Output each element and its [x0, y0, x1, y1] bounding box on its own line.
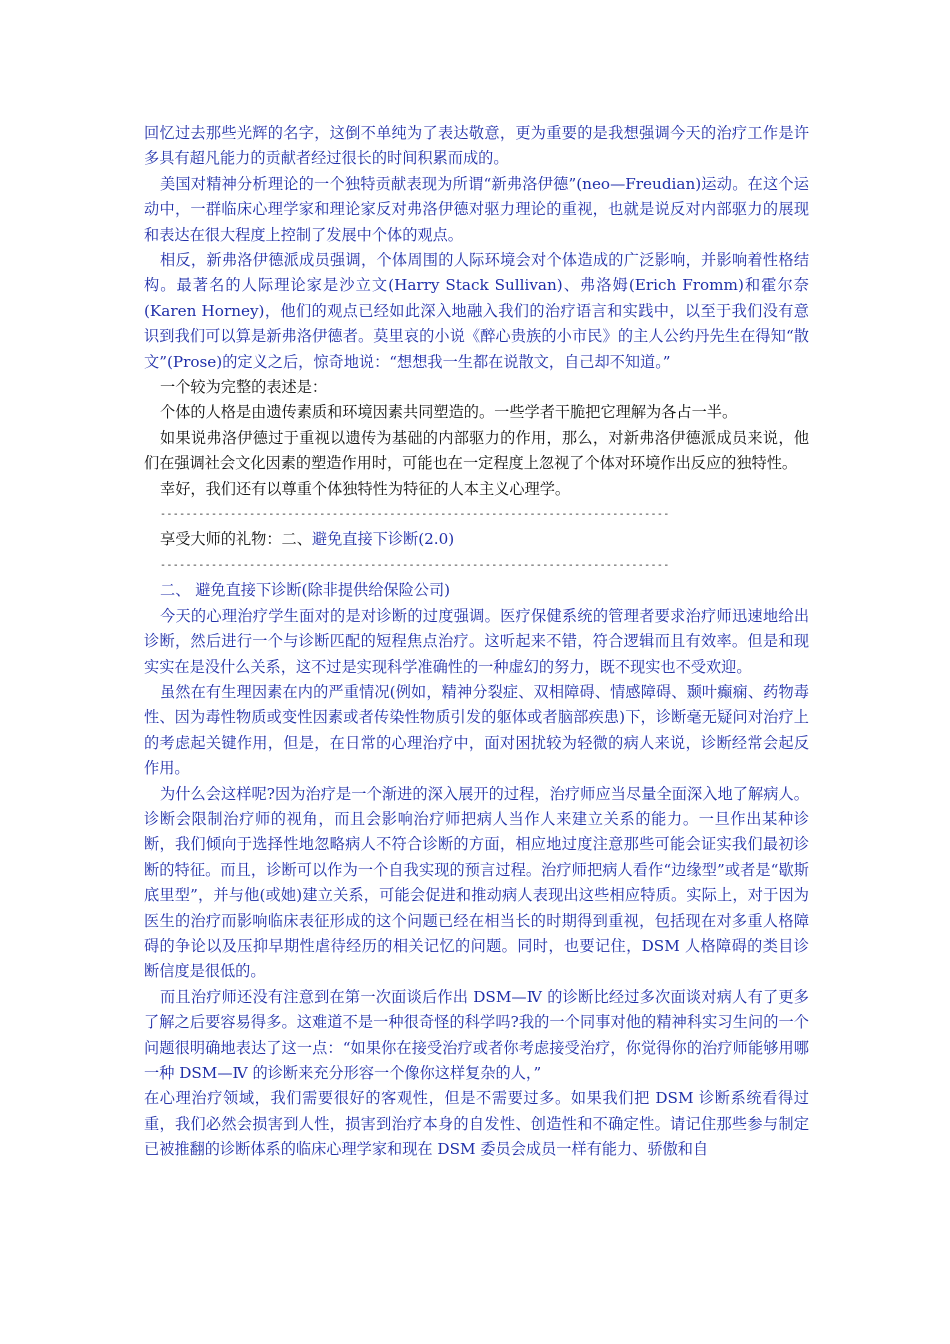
paragraph-humanistic: 幸好，我们还有以尊重个体独特性为特征的人本主义心理学。	[160, 479, 571, 498]
paragraph-summary-intro: 一个较为完整的表述是：	[160, 378, 328, 397]
paragraph-summary: 个体的人格是由遗传素质和环境因素共同塑造的。一些学者干脆把它理解为各占一半。	[160, 403, 738, 422]
gift-prefix: 享受大师的礼物：二、	[160, 530, 312, 549]
document-page	[144, 121, 809, 1163]
gift-chapter-link[interactable]: 避免直接下诊断(2.0)	[311, 530, 455, 549]
paragraph-why: 为什么会这样呢?因为治疗是一个渐进的深入展开的过程，治疗师应当尽量全面深入地了解病人。诊断会限制治疗师的视角，而且会影响治疗师把病人当作人来建立关系的能力。一旦作出某种诊断，我们倾向于选择性地忽略病人不符合诊断的方面，相应地过度注意那些可能会证实我们最初诊断的特征。而且，诊断可以作为一个自我实现的预言过程。治疗师把病人看作“边缘型”或者是“歇斯底里型”，并与他(或她)建立关系，可能会促进和推动病人表现出这些相应特质。实际上，对于因为医生的治疗而影响临床表征形成的这个问题已经在相当长的时期得到重视，包括现在对多重人格障碍的争论以及压抑早期性虐待经历的相关记忆的问题。同时，也要记住，DSM 人格障碍的类目诊断信度是很低的。	[144, 784, 809, 981]
section-heading: 二、 避免直接下诊断(除非提供给保险公司)	[160, 581, 451, 600]
gift-line	[144, 527, 809, 552]
paragraph-dsm-first-session: 而且治疗师还没有注意到在第一次面谈后作出 DSM—Ⅳ 的诊断比经过多次面谈对病人有了更多了解之后要容易得多。这难道不是一种很奇怪的科学吗?我的一个同事对他的精神科实习生问的一个问题很明确地表达了这一点：“如果你在接受治疗或者你考虑接受治疗，你觉得你的治疗师能够用哪一种 DSM—Ⅳ 的诊断来充分形容一个像你这样复杂的人，”	[144, 987, 809, 1082]
paragraph-overemphasis: 今天的心理治疗学生面对的是对诊断的过度强调。医疗保健系统的管理者要求治疗师迅速地给出诊断，然后进行一个与诊断匹配的短程焦点治疗。这听起来不错，符合逻辑而且有效率。但是和现实实在是没什么关系，这不过是实现科学准确性的一种虚幻的努力，既不现实也不受欢迎。	[144, 606, 809, 676]
paragraph-intro: 回忆过去那些光辉的名字，这倒不单纯为了表达敬意，更为重要的是我想强调今天的治疗工作是许多具有超凡能力的贡献者经过很长的时间积累而成的。	[144, 124, 809, 168]
separator-top: --------------------------------------------------------------------------------	[160, 509, 670, 521]
paragraph-interpersonal: 相反，新弗洛伊德派成员强调，个体周围的人际环境会对个体造成的广泛影响，并影响着性格结构。最著名的人际理论家是沙立文(Harry Stack Sullivan)、弗洛姆(Erich Fromm)和霍尔奈(Karen Horney)，他们的观点已经如此深入地融入我们的治疗语言和实践中，以至于我们没有意识到我们可以算是新弗洛伊德者。莫里哀的小说《醉心贵族的小市民》的主人公约丹先生在得知“散文”(Prose)的定义之后，惊奇地说：“想想我一生都在说散文，自己却不知道。”	[144, 251, 809, 371]
separator-bottom: --------------------------------------------------------------------------------	[160, 559, 670, 571]
paragraph-objectivity: 在心理治疗领域，我们需要很好的客观性，但是不需要过多。如果我们把 DSM 诊断系统看得过重，我们必然会损害到人性，损害到治疗本身的自发性、创造性和不确定性。请记住那些参与制定已被推翻的诊断体系的临床心理学家和现在 DSM 委员会成员一样有能力、骄傲和自	[144, 1089, 809, 1159]
paragraph-neo-freudian: 美国对精神分析理论的一个独特贡献表现为所谓“新弗洛伊德”(neo—Freudian)运动。在这个运动中，一群临床心理学家和理论家反对弗洛伊德对驱力理论的重视，也就是说反对内部驱力的展现和表达在很大程度上控制了发展中个体的观点。	[144, 174, 809, 244]
paragraph-severe-cases: 虽然在有生理因素在内的严重情况(例如，精神分裂症、双相障碍、情感障碍、颞叶癫痫、药物毒性、因为毒性物质或变性因素或者传染性物质引发的躯体或者脑部疾患)下，诊断毫无疑问对治疗上的考虑起关键作用，但是，在日常的心理治疗中，面对困扰较为轻微的病人来说，诊断经常会起反作用。	[144, 682, 809, 778]
paragraph-contrast: 如果说弗洛伊德过于重视以遗传为基础的内部驱力的作用，那么，对新弗洛伊德派成员来说，他们在强调社会文化因素的塑造作用时，可能也在一定程度上忽视了个体对环境作出反应的独特性。	[144, 428, 809, 473]
